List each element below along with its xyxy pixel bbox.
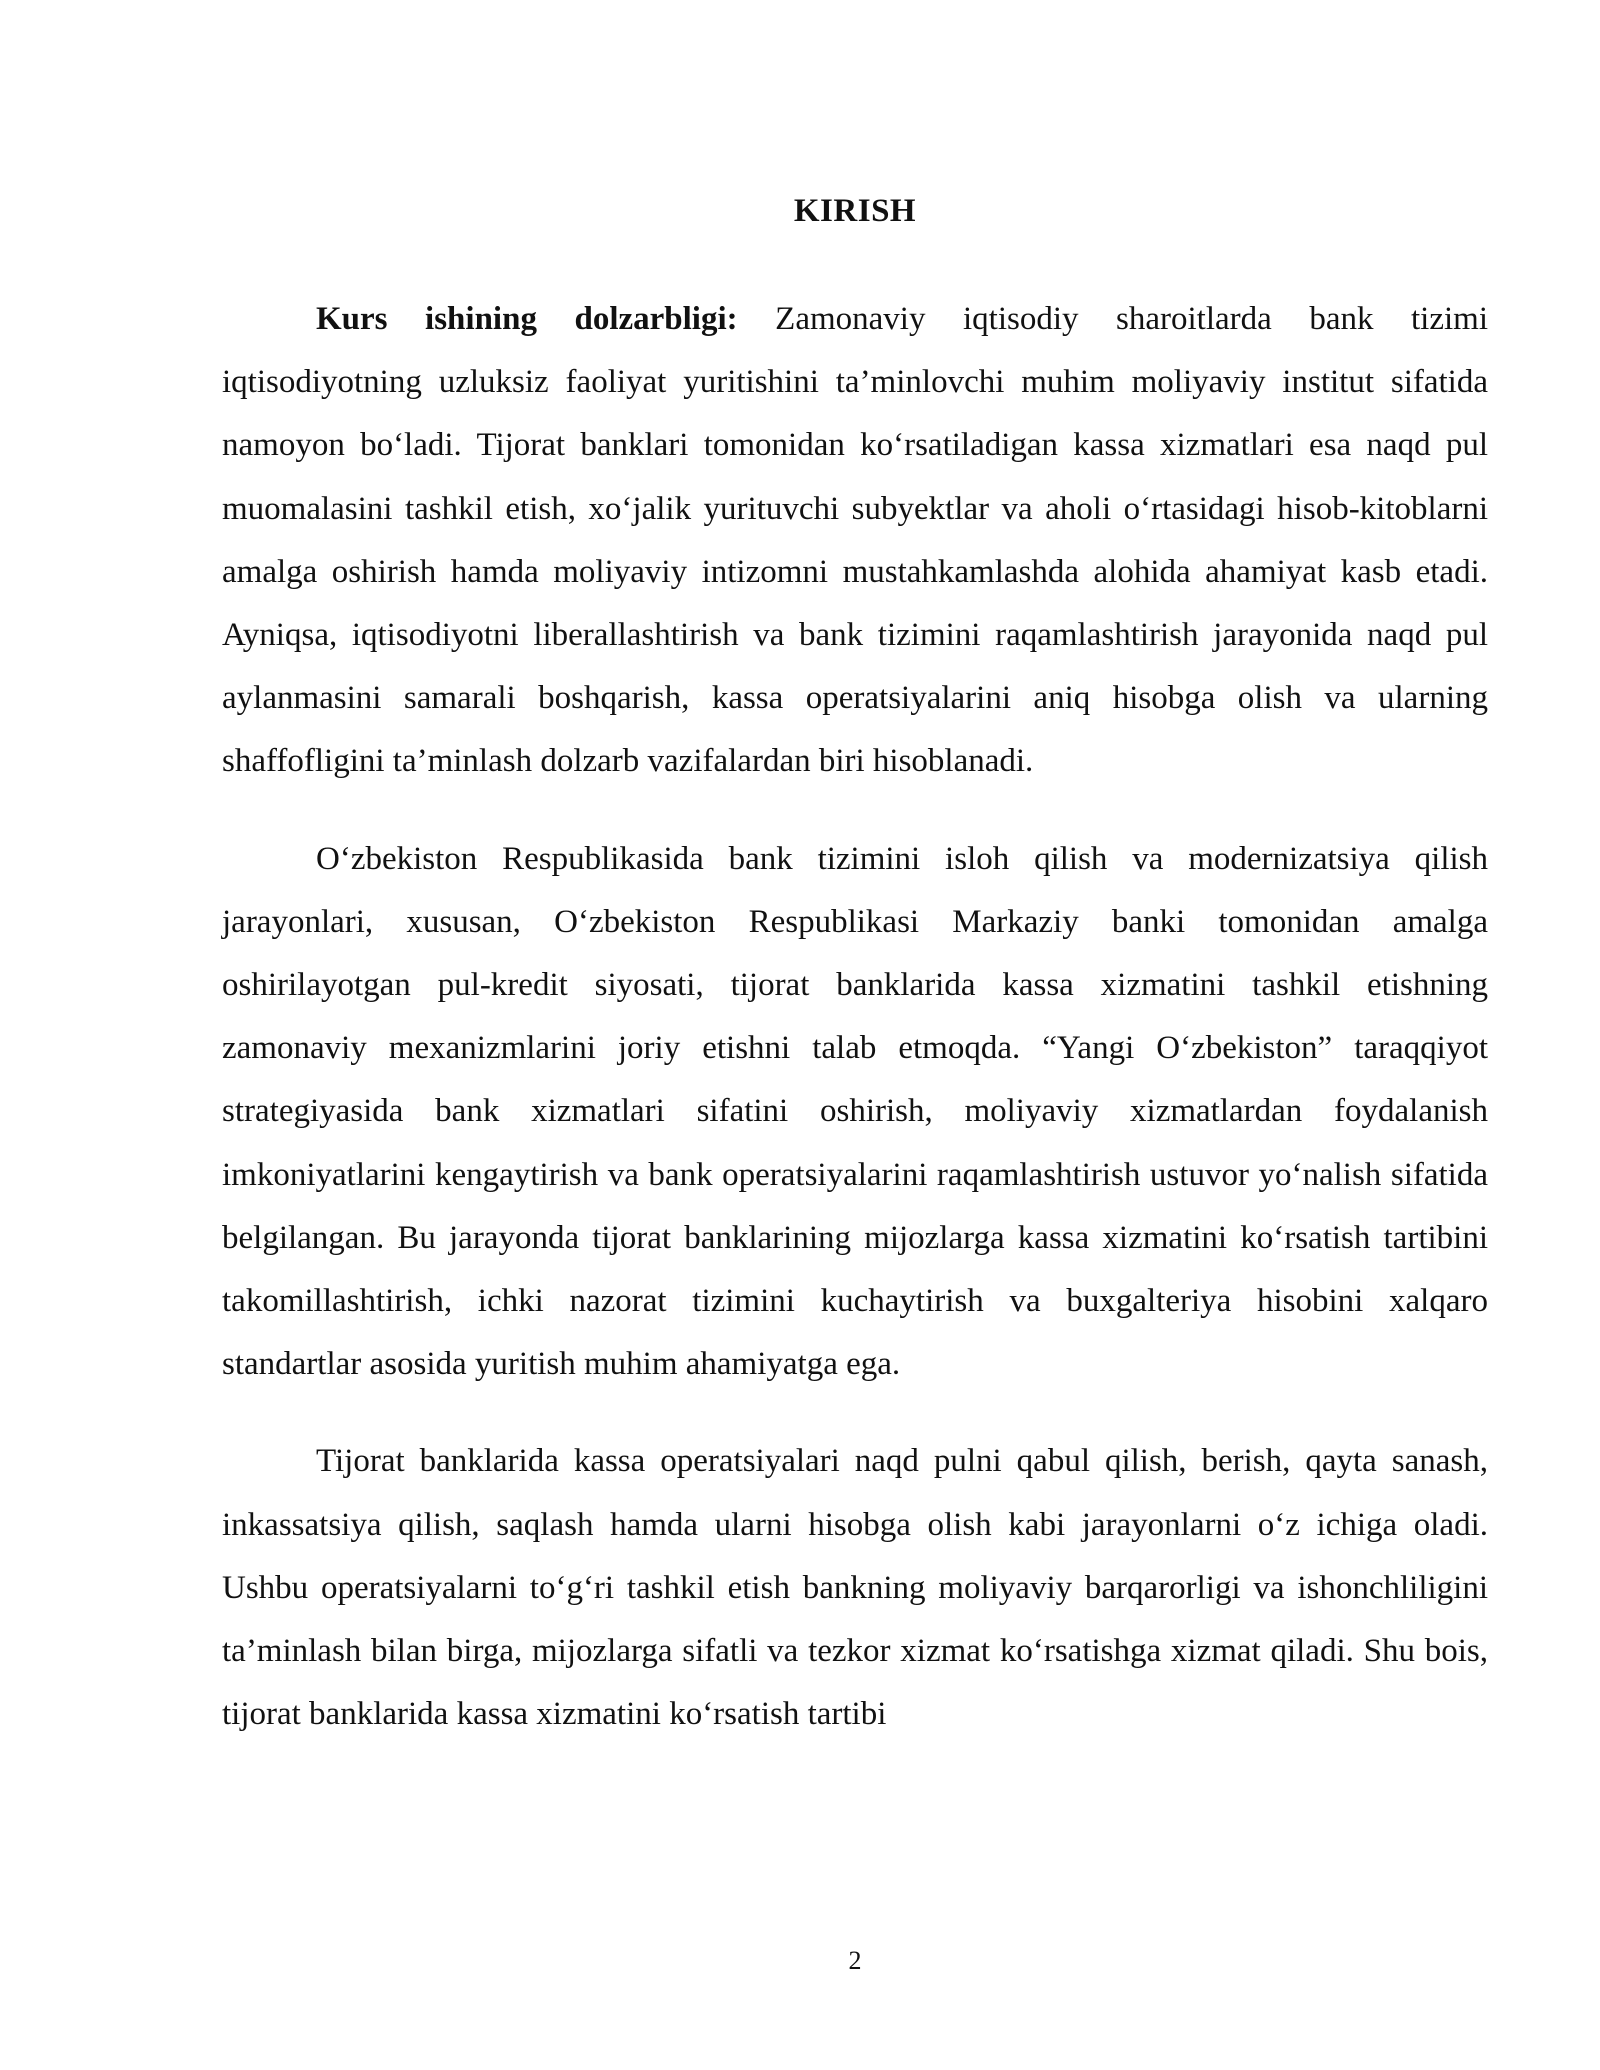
- paragraph-text: Tijorat banklarida kassa operatsiyalari naqd pulni qabul qilish, berish, qayta sanash, inkassatsiya qilish, saqlash hamda ularni hisobga olish kabi jarayonlarni o‘z ichiga oladi. Ushbu operatsiyalarni to‘g‘ri tashkil etish bankning moliyaviy barqarorligi va ishonchliligini ta’minlash bilan birga, mijozlarga sifatli va tezkor xizmat ko‘rsatishga xizmat qiladi. Shu bois, tijorat banklarida kassa xizmatini ko‘rsatish tartibi: [222, 1443, 1488, 1733]
- page-number: 2: [848, 1946, 862, 1975]
- paragraph-relevance: [222, 288, 1488, 794]
- section-heading: KIRISH: [793, 193, 917, 229]
- body-text: [222, 288, 1488, 1780]
- paragraph-text: Zamonaviy iqtisodiy sharoitlarda bank tizimi iqtisodiyotning uzluksiz faoliyat yuritishini ta’minlovchi muhim moliyaviy institut sifatida namoyon bo‘ladi. Tijorat banklari tomonidan ko‘rsatiladigan kassa xizmatlari esa naqd pul muomalasini tashkil etish, xo‘jalik yurituvchi subyektlar va aholi o‘rtasidagi hisob-kitoblarni amalga oshirish hamda moliyaviy intizomni mustahkamlashda alohida ahamiyat kasb etadi. Ayniqsa, iqtisodiyotni liberallashtirish va bank tizimini raqamlashtirish jarayonida naqd pul aylanmasini samarali boshqarish, kassa operatsiyalarini aniq hisobga olish va ularning shaffofligini ta’minlash dolzarb vazifalardan biri hisoblanadi.: [222, 301, 1488, 780]
- paragraph-lead: Kurs ishining dolzarbligi:: [316, 301, 738, 337]
- paragraph-text: O‘zbekiston Respublikasida bank tizimini isloh qilish va modernizatsiya qilish jarayonlari, xususan, O‘zbekiston Respublikasi Markaziy banki tomonidan amalga oshirilayotgan pul-kredit siyosati, tijorat banklarida kassa xizmatini tashkil etishning zamonaviy mexanizmlarini joriy etishni talab etmoqda. “Yangi O‘zbekiston” taraqqiyot strategiyasida bank xizmatlari sifatini oshirish, moliyaviy xizmatlardan foydalanish imkoniyatlarini kengaytirish va bank operatsiyalarini raqamlashtirish ustuvor yo‘nalish sifatida belgilangan. Bu jarayonda tijorat banklarining mijozlarga kassa xizmatini ko‘rsatish tartibini takomillashtirish, ichki nazorat tizimini kuchaytirish va buxgalteriya hisobini xalqaro standartlar asosida yuritish muhim ahamiyatga ega.: [222, 840, 1488, 1383]
- paragraph-reforms: [222, 828, 1488, 1397]
- paragraph-cash-operations: [222, 1430, 1488, 1746]
